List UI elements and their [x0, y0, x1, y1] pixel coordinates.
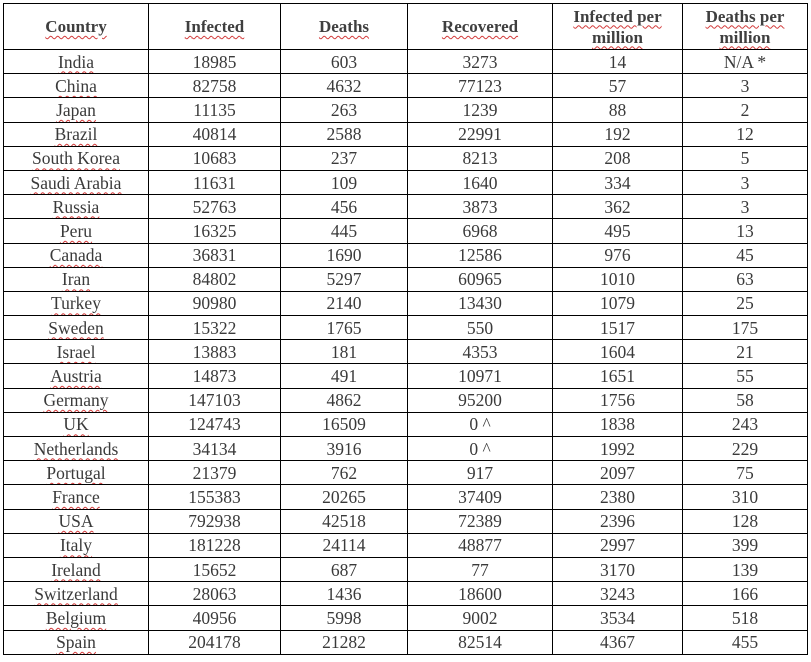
recovered-cell: 8213 [408, 146, 553, 170]
recovered-cell: 12586 [408, 243, 553, 267]
country-cell: Israel [4, 340, 149, 364]
deaths-cell: 5297 [281, 267, 408, 291]
deaths-per-million-cell: 166 [683, 582, 808, 606]
infected-per-million-cell: 1992 [553, 437, 683, 461]
deaths-cell: 237 [281, 146, 408, 170]
table-row [4, 122, 808, 146]
infected-cell: 15322 [149, 316, 281, 340]
country-cell: India [4, 50, 149, 74]
infected-cell: 36831 [149, 243, 281, 267]
table-row [4, 243, 808, 267]
deaths-per-million-cell: 455 [683, 630, 808, 654]
country-cell: China [4, 74, 149, 98]
table-row [4, 146, 808, 170]
deaths-cell: 20265 [281, 485, 408, 509]
recovered-cell: 10971 [408, 364, 553, 388]
country-cell: South Korea [4, 146, 149, 170]
deaths-per-million-cell: 45 [683, 243, 808, 267]
infected-cell: 52763 [149, 195, 281, 219]
deaths-cell: 687 [281, 557, 408, 581]
deaths-per-million-cell: 229 [683, 437, 808, 461]
infected-cell: 21379 [149, 461, 281, 485]
deaths-per-million-cell: 12 [683, 122, 808, 146]
infected-cell: 14873 [149, 364, 281, 388]
recovered-cell: 9002 [408, 606, 553, 630]
deaths-per-million-cell: 399 [683, 533, 808, 557]
country-cell: Belgium [4, 606, 149, 630]
table-row [4, 606, 808, 630]
deaths-cell: 181 [281, 340, 408, 364]
infected-per-million-cell: 362 [553, 195, 683, 219]
deaths-cell: 3916 [281, 437, 408, 461]
recovered-cell: 3873 [408, 195, 553, 219]
infected-per-million-cell: 1838 [553, 412, 683, 436]
recovered-cell: 6968 [408, 219, 553, 243]
table-row [4, 557, 808, 581]
table-row [4, 437, 808, 461]
table-row [4, 485, 808, 509]
infected-per-million-cell: 2997 [553, 533, 683, 557]
country-cell: Italy [4, 533, 149, 557]
header-recovered: Recovered [408, 4, 553, 50]
infected-per-million-cell: 57 [553, 74, 683, 98]
infected-per-million-cell: 2097 [553, 461, 683, 485]
table-row [4, 98, 808, 122]
deaths-cell: 109 [281, 170, 408, 194]
header-infected: Infected [149, 4, 281, 50]
recovered-cell: 82514 [408, 630, 553, 654]
deaths-cell: 1690 [281, 243, 408, 267]
infected-cell: 10683 [149, 146, 281, 170]
deaths-per-million-cell: 25 [683, 291, 808, 315]
infected-cell: 792938 [149, 509, 281, 533]
table-row [4, 219, 808, 243]
recovered-cell: 22991 [408, 122, 553, 146]
table-row [4, 316, 808, 340]
table-row [4, 388, 808, 412]
header-row [4, 4, 808, 50]
recovered-cell: 917 [408, 461, 553, 485]
recovered-cell: 72389 [408, 509, 553, 533]
deaths-cell: 42518 [281, 509, 408, 533]
recovered-cell: 48877 [408, 533, 553, 557]
recovered-cell: 1239 [408, 98, 553, 122]
deaths-cell: 2140 [281, 291, 408, 315]
country-cell: Spain [4, 630, 149, 654]
infected-per-million-cell: 1651 [553, 364, 683, 388]
infected-per-million-cell: 88 [553, 98, 683, 122]
country-cell: Switzerland [4, 582, 149, 606]
infected-cell: 40814 [149, 122, 281, 146]
country-cell: Sweden [4, 316, 149, 340]
table-row [4, 170, 808, 194]
recovered-cell: 0 ^ [408, 437, 553, 461]
deaths-cell: 1765 [281, 316, 408, 340]
deaths-per-million-cell: 75 [683, 461, 808, 485]
infected-per-million-cell: 208 [553, 146, 683, 170]
deaths-per-million-cell: 128 [683, 509, 808, 533]
deaths-cell: 762 [281, 461, 408, 485]
deaths-cell: 491 [281, 364, 408, 388]
recovered-cell: 13430 [408, 291, 553, 315]
infected-cell: 181228 [149, 533, 281, 557]
table-row [4, 291, 808, 315]
deaths-per-million-cell: 13 [683, 219, 808, 243]
infected-cell: 204178 [149, 630, 281, 654]
infected-cell: 147103 [149, 388, 281, 412]
deaths-cell: 21282 [281, 630, 408, 654]
header-infected-per-million: Infected per million [553, 4, 683, 50]
infected-cell: 11135 [149, 98, 281, 122]
recovered-cell: 1640 [408, 170, 553, 194]
deaths-per-million-cell: N/A * [683, 50, 808, 74]
deaths-cell: 24114 [281, 533, 408, 557]
country-cell: Saudi Arabia [4, 170, 149, 194]
infected-per-million-cell: 3534 [553, 606, 683, 630]
infected-per-million-cell: 334 [553, 170, 683, 194]
infected-per-million-cell: 3243 [553, 582, 683, 606]
deaths-per-million-cell: 2 [683, 98, 808, 122]
table-row [4, 267, 808, 291]
country-cell: Germany [4, 388, 149, 412]
country-cell: Iran [4, 267, 149, 291]
deaths-cell: 5998 [281, 606, 408, 630]
table-row [4, 74, 808, 98]
infected-per-million-cell: 976 [553, 243, 683, 267]
infected-per-million-cell: 1079 [553, 291, 683, 315]
deaths-cell: 1436 [281, 582, 408, 606]
header-deaths-per-million: Deaths per million [683, 4, 808, 50]
infected-cell: 15652 [149, 557, 281, 581]
table-row [4, 340, 808, 364]
recovered-cell: 3273 [408, 50, 553, 74]
infected-per-million-cell: 1604 [553, 340, 683, 364]
infected-cell: 124743 [149, 412, 281, 436]
recovered-cell: 95200 [408, 388, 553, 412]
recovered-cell: 37409 [408, 485, 553, 509]
country-cell: USA [4, 509, 149, 533]
country-cell: Turkey [4, 291, 149, 315]
infected-per-million-cell: 495 [553, 219, 683, 243]
deaths-cell: 456 [281, 195, 408, 219]
infected-per-million-cell: 2380 [553, 485, 683, 509]
table-row [4, 195, 808, 219]
covid-stats-table [3, 3, 808, 655]
infected-cell: 16325 [149, 219, 281, 243]
country-cell: Portugal [4, 461, 149, 485]
table-row [4, 533, 808, 557]
recovered-cell: 60965 [408, 267, 553, 291]
country-cell: Peru [4, 219, 149, 243]
infected-per-million-cell: 1010 [553, 267, 683, 291]
infected-cell: 84802 [149, 267, 281, 291]
infected-per-million-cell: 3170 [553, 557, 683, 581]
table-row [4, 630, 808, 654]
infected-cell: 155383 [149, 485, 281, 509]
deaths-per-million-cell: 63 [683, 267, 808, 291]
table-row [4, 461, 808, 485]
deaths-per-million-cell: 3 [683, 170, 808, 194]
infected-per-million-cell: 192 [553, 122, 683, 146]
infected-per-million-cell: 14 [553, 50, 683, 74]
table-row [4, 509, 808, 533]
infected-cell: 40956 [149, 606, 281, 630]
infected-per-million-cell: 1756 [553, 388, 683, 412]
country-cell: France [4, 485, 149, 509]
recovered-cell: 4353 [408, 340, 553, 364]
deaths-cell: 445 [281, 219, 408, 243]
recovered-cell: 77 [408, 557, 553, 581]
deaths-per-million-cell: 21 [683, 340, 808, 364]
country-cell: Ireland [4, 557, 149, 581]
header-country: Country [4, 4, 149, 50]
infected-cell: 18985 [149, 50, 281, 74]
deaths-per-million-cell: 518 [683, 606, 808, 630]
deaths-cell: 16509 [281, 412, 408, 436]
country-cell: Russia [4, 195, 149, 219]
deaths-cell: 263 [281, 98, 408, 122]
table-body [4, 50, 808, 655]
infected-cell: 34134 [149, 437, 281, 461]
infected-per-million-cell: 2396 [553, 509, 683, 533]
infected-per-million-cell: 1517 [553, 316, 683, 340]
infected-cell: 28063 [149, 582, 281, 606]
recovered-cell: 0 ^ [408, 412, 553, 436]
deaths-per-million-cell: 58 [683, 388, 808, 412]
deaths-per-million-cell: 243 [683, 412, 808, 436]
deaths-cell: 4862 [281, 388, 408, 412]
deaths-per-million-cell: 3 [683, 195, 808, 219]
country-cell: Brazil [4, 122, 149, 146]
table-row [4, 50, 808, 74]
recovered-cell: 18600 [408, 582, 553, 606]
header-deaths: Deaths [281, 4, 408, 50]
table-row [4, 364, 808, 388]
country-cell: Austria [4, 364, 149, 388]
deaths-per-million-cell: 55 [683, 364, 808, 388]
deaths-per-million-cell: 175 [683, 316, 808, 340]
infected-cell: 11631 [149, 170, 281, 194]
deaths-per-million-cell: 310 [683, 485, 808, 509]
infected-cell: 90980 [149, 291, 281, 315]
table-row [4, 582, 808, 606]
country-cell: Netherlands [4, 437, 149, 461]
country-cell: UK [4, 412, 149, 436]
deaths-per-million-cell: 5 [683, 146, 808, 170]
infected-per-million-cell: 4367 [553, 630, 683, 654]
deaths-cell: 4632 [281, 74, 408, 98]
deaths-cell: 2588 [281, 122, 408, 146]
deaths-cell: 603 [281, 50, 408, 74]
country-cell: Canada [4, 243, 149, 267]
deaths-per-million-cell: 139 [683, 557, 808, 581]
recovered-cell: 550 [408, 316, 553, 340]
table-row [4, 412, 808, 436]
deaths-per-million-cell: 3 [683, 74, 808, 98]
recovered-cell: 77123 [408, 74, 553, 98]
infected-cell: 82758 [149, 74, 281, 98]
infected-cell: 13883 [149, 340, 281, 364]
country-cell: Japan [4, 98, 149, 122]
